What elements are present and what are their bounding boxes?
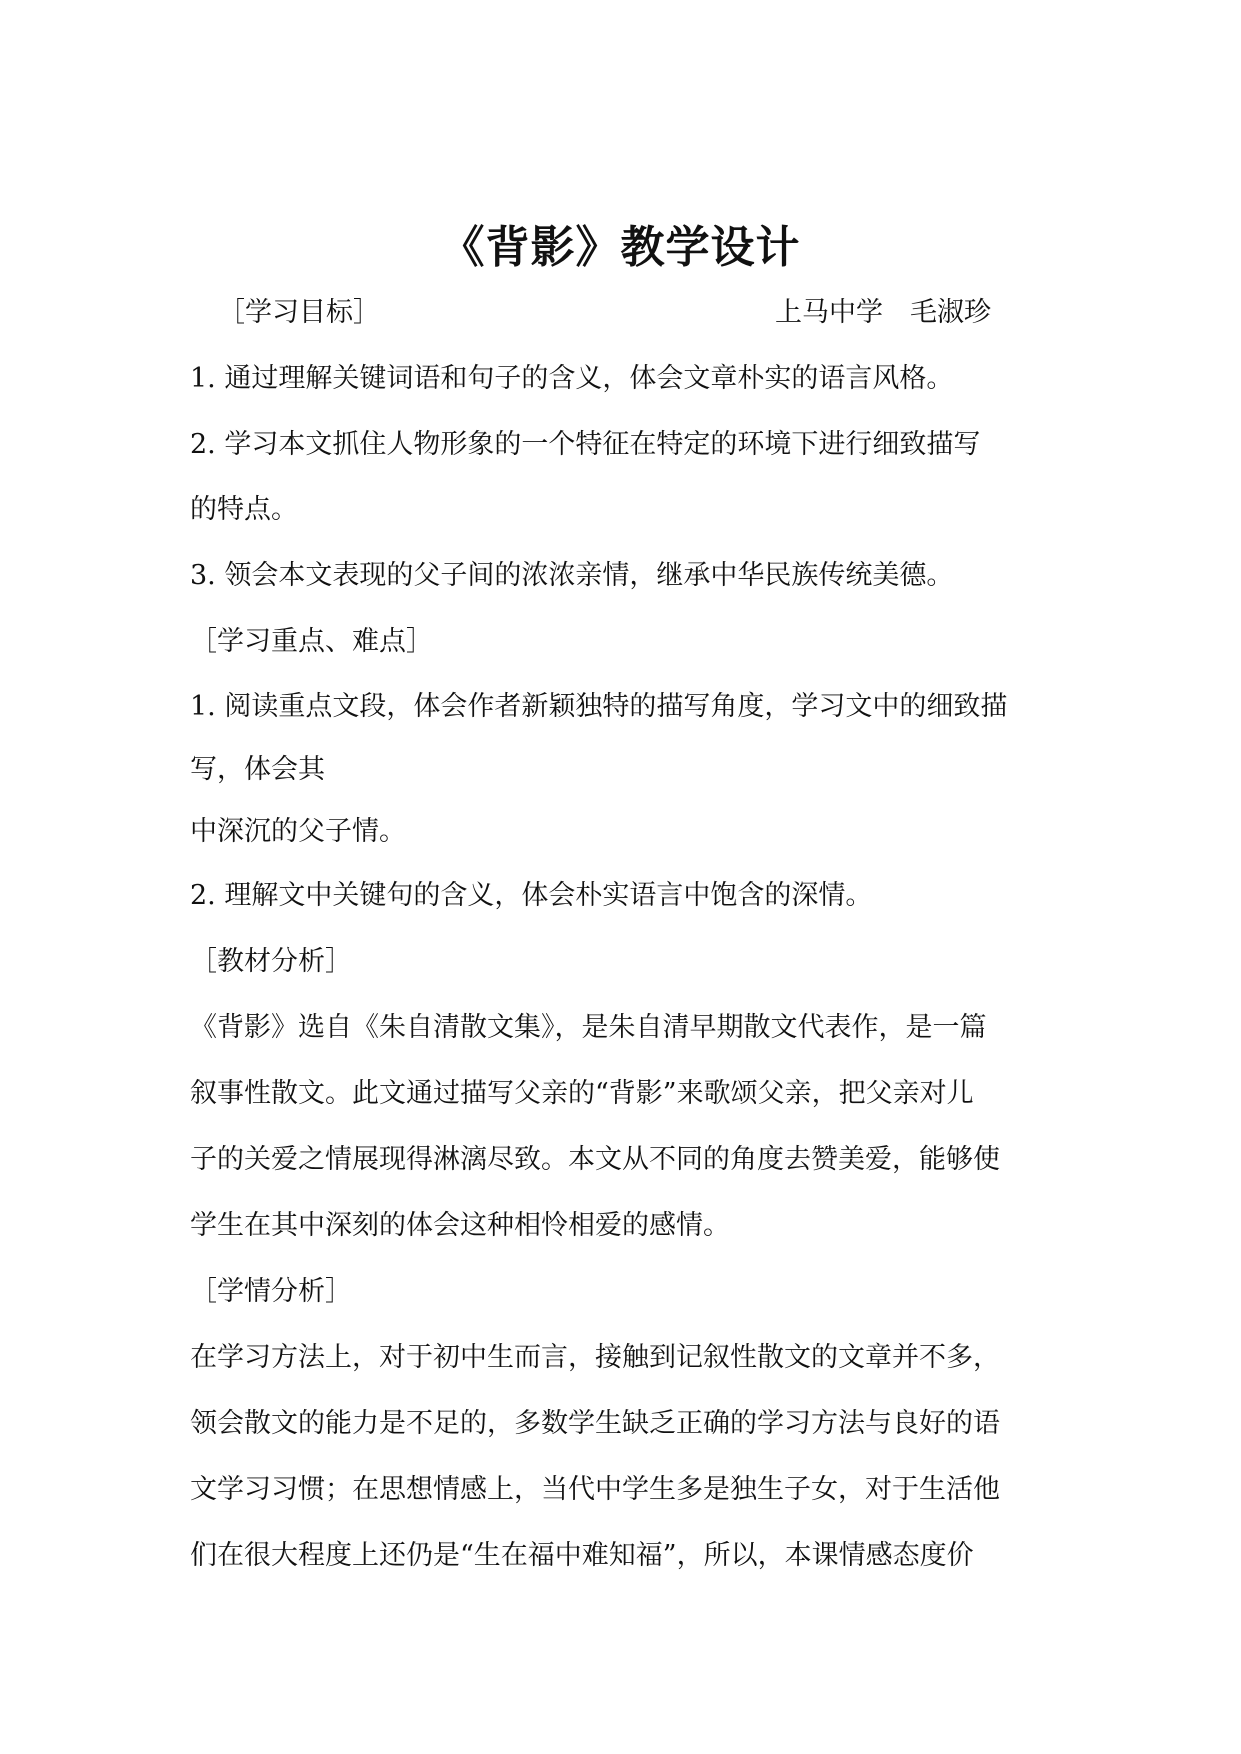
text-line: 写，体会其 [190,754,325,785]
text-line: 1. 通过理解关键词语和句子的含义，体会文章朴实的语言风格。 [190,363,954,394]
text-line: 学生在其中深刻的体会这种相怜相爱的感情。 [190,1210,730,1241]
text-line: 的特点。 [190,494,298,525]
text-line: 《背影》选自《朱自清散文集》，是朱自清早期散文代表作，是一篇 [190,1012,987,1043]
text-line: 2. 学习本文抓住人物形象的一个特征在特定的环境下进行细致描写 [190,429,981,460]
section-heading-objectives: ［学习目标］ [218,297,380,328]
document-title: 《背影》教学设计 [440,222,801,273]
text-line: 在学习方法上，对于初中生而言，接触到记叙性散文的文章并不多， [190,1342,1000,1373]
section-heading-materials: ［教材分析］ [190,946,352,977]
text-line: 们在很大程度上还仍是“生在福中难知福”，所以，本课情感态度价 [190,1540,974,1571]
section-heading-key-points: ［学习重点、难点］ [190,626,433,657]
text-line: 2. 理解文中关键句的含义，体会朴实语言中饱含的深情。 [190,880,873,911]
text-line: 中深沉的父子情。 [190,816,406,847]
text-line: 文学习习惯；在思想情感上，当代中学生多是独生子女，对于生活他 [190,1474,1000,1505]
section-heading-students: ［学情分析］ [190,1276,352,1307]
author-line: 上马中学 毛淑珍 [775,297,991,328]
text-line: 子的关爱之情展现得淋漓尽致。本文从不同的角度去赞美爱，能够使 [190,1144,1000,1175]
text-line: 1. 阅读重点文段，体会作者新颖独特的描写角度，学习文中的细致描 [190,691,1008,722]
text-line: 3. 领会本文表现的父子间的浓浓亲情，继承中华民族传统美德。 [190,560,954,591]
text-line: 叙事性散文。此文通过描写父亲的“背影”来歌颂父亲，把父亲对儿 [190,1078,974,1109]
text-line: 领会散文的能力是不足的，多数学生缺乏正确的学习方法与良好的语 [190,1408,1000,1439]
